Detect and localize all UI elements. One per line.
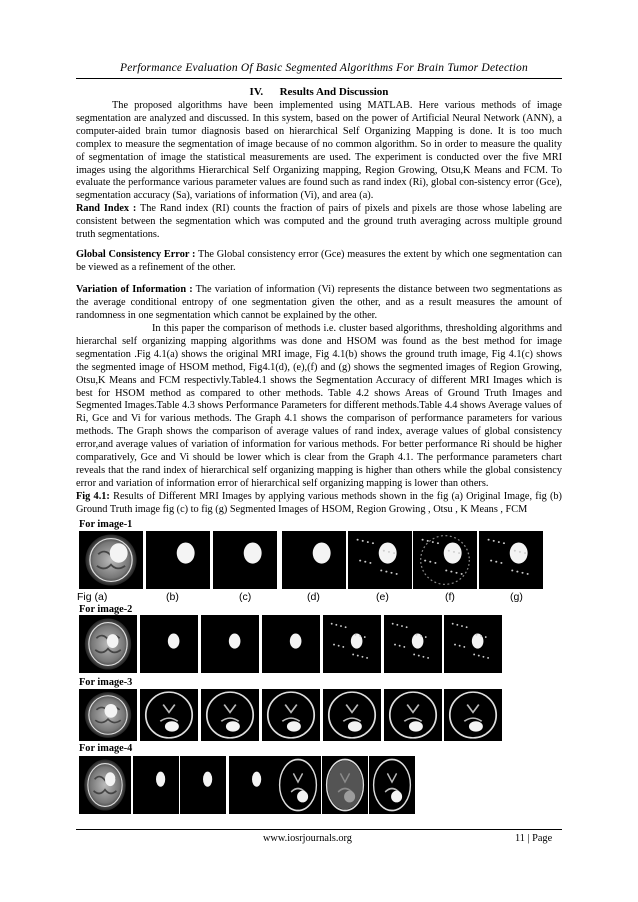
panel-label-a: Fig (a)	[77, 591, 108, 603]
segmented-image	[213, 531, 277, 589]
segmented-image	[369, 756, 415, 814]
panel-label-c: (c)	[239, 591, 252, 603]
segmented-image	[229, 756, 275, 814]
vi-term: Variation of Information :	[76, 284, 193, 295]
segmented-image	[444, 615, 502, 673]
segmented-image	[262, 615, 320, 673]
fig-caption-text: Results of Different MRI Images by applying various methods shown in the fig (a) Original Image, fig (b) Ground Truth image fig (c) to fig (g) Segmented Images of HSOM, Region Growing , Otsu , K Means , FCM	[76, 490, 562, 515]
vi-text: The variation of information (Vi) represents the distance between two segmentations as the average conditional entropy of one segmentation given the other, and as a result measures the amount of randomness in one segmentation which cannot be explained by the other.	[76, 284, 562, 321]
ground-truth-image	[133, 756, 179, 814]
section-title: Results And Discussion	[279, 86, 389, 98]
image-4-label: For image-4	[79, 743, 133, 754]
panel-label-d: (d)	[307, 591, 320, 603]
segmented-image	[444, 689, 502, 741]
segmented-image	[384, 689, 442, 741]
segmented-image	[323, 615, 381, 673]
comparison-text: In this paper the comparison of methods i.e. cluster based algorithms, thresholding algorithms and hierarchal self organizing mapping algorithms was done and HSOM was found as the best method for image segmentation .Fig 4.1(a) shows the original MRI image, Fig 4.1(b) shows the ground truth image, Fig 4.1(c) shows the segmented image of HSOM method, Fig4.1(d), (e),(f) and (g) shows the segmented images of Region Growing, Otsu,K Means and FCM respectivly.Table4.1 shows the Segmentation Accuracy of different MRI Images which is best for HSOM method as compared to other methods. Table 4.2 shows Areas of Ground Truth Images and Segmented Images.Table 4.3 shows Performance Parameters for different methods.Table 4.4 shows Average values of Ri, Gce and Vi for various methods. The Graph 4.1 shows the comparison of performance parameters for various methods. The Graph shows the comparison of average values of rand index, average values of global consistency error,and average values of variation of information for various methods. For better performance Ri should be higher comparatively, Gce and Vi should be lower which is clear from the Graph 4.1. The performance parameters chart reveals that the rand index of hierarchical self organizing mapping is higher than others while the global consistency error and variation of information error of hierarchical self organizing mapping is lower than others.	[76, 323, 562, 489]
intro-text: The proposed algorithms have been implemented using MATLAB. Here various methods of image segmentation are analyzed and discussed. In this system, based on the power of Artificial Neural Network (ANN), a computer-aided brain tumor diagnosis based on hierarchical Self Organizing Mapping is done. It is too much complex to measure the segmentation of image because of no common algorithm. So in order to measure the quality of segmentation of image the statistical measurements are used. The experiment is conducted over the five MRI images using the algorithms Hierarchical Self Organizing mapping, Region Growing, Otsu,K Means and FCM. To evaluate the performance various parameter values are found such as rand index (Ri), global con-sistency error (Gce), segmentation accuracy (Sa), variations of information (Vi), and area (a).	[76, 100, 562, 202]
gce-text: The Global consistency error (Gce) measures the extent by which one segmentation can be viewed as a refinement of the other.	[76, 249, 562, 273]
header-rule	[76, 78, 562, 79]
mri-original-image	[79, 615, 137, 673]
segmented-image	[413, 531, 477, 589]
panel-label-e: (e)	[376, 591, 389, 603]
running-header: Performance Evaluation Of Basic Segmented Algorithms For Brain Tumor Detection	[120, 62, 528, 74]
ground-truth-image	[146, 531, 210, 589]
section-heading	[0, 86, 638, 98]
segmented-image	[201, 689, 259, 741]
section-number: IV.	[249, 86, 264, 98]
panel-label-b: (b)	[166, 591, 179, 603]
footer-site: www.iosrjournals.org	[263, 833, 352, 844]
gce-paragraph	[76, 249, 562, 275]
image-2-label: For image-2	[79, 604, 133, 615]
panel-label-g: (g)	[510, 591, 523, 603]
segmented-image	[180, 756, 226, 814]
image-3-label: For image-3	[79, 677, 133, 688]
mri-original-image	[79, 689, 137, 741]
segmented-image	[323, 689, 381, 741]
segmented-image	[201, 615, 259, 673]
rand-index-text: The Rand index (RI) counts the fraction of pairs of pixels and pixels are those whose labeling are consistent between the segmentation which was computed and the ground truth averaging across multiple ground truth segmentations.	[76, 203, 562, 241]
segmented-image	[322, 756, 368, 814]
intro-paragraph	[76, 100, 562, 242]
ground-truth-image	[140, 689, 198, 741]
segmented-image	[348, 531, 412, 589]
mri-original-image	[79, 756, 131, 814]
segmented-image	[275, 756, 321, 814]
rand-index-term: Rand Index :	[76, 203, 137, 215]
segmented-image	[479, 531, 543, 589]
footer-rule	[76, 829, 562, 830]
footer-page: 11 | Page	[515, 833, 553, 844]
image-1-label: For image-1	[79, 519, 133, 530]
gce-term: Global Consistency Error :	[76, 249, 196, 260]
fig-caption-term: Fig 4.1:	[76, 490, 110, 502]
vi-paragraph	[76, 284, 562, 323]
comparison-paragraph	[76, 323, 562, 517]
panel-label-f: (f)	[445, 591, 455, 603]
mri-original-image	[79, 531, 143, 589]
ground-truth-image	[140, 615, 198, 673]
segmented-image	[262, 689, 320, 741]
segmented-image	[282, 531, 346, 589]
segmented-image	[384, 615, 442, 673]
